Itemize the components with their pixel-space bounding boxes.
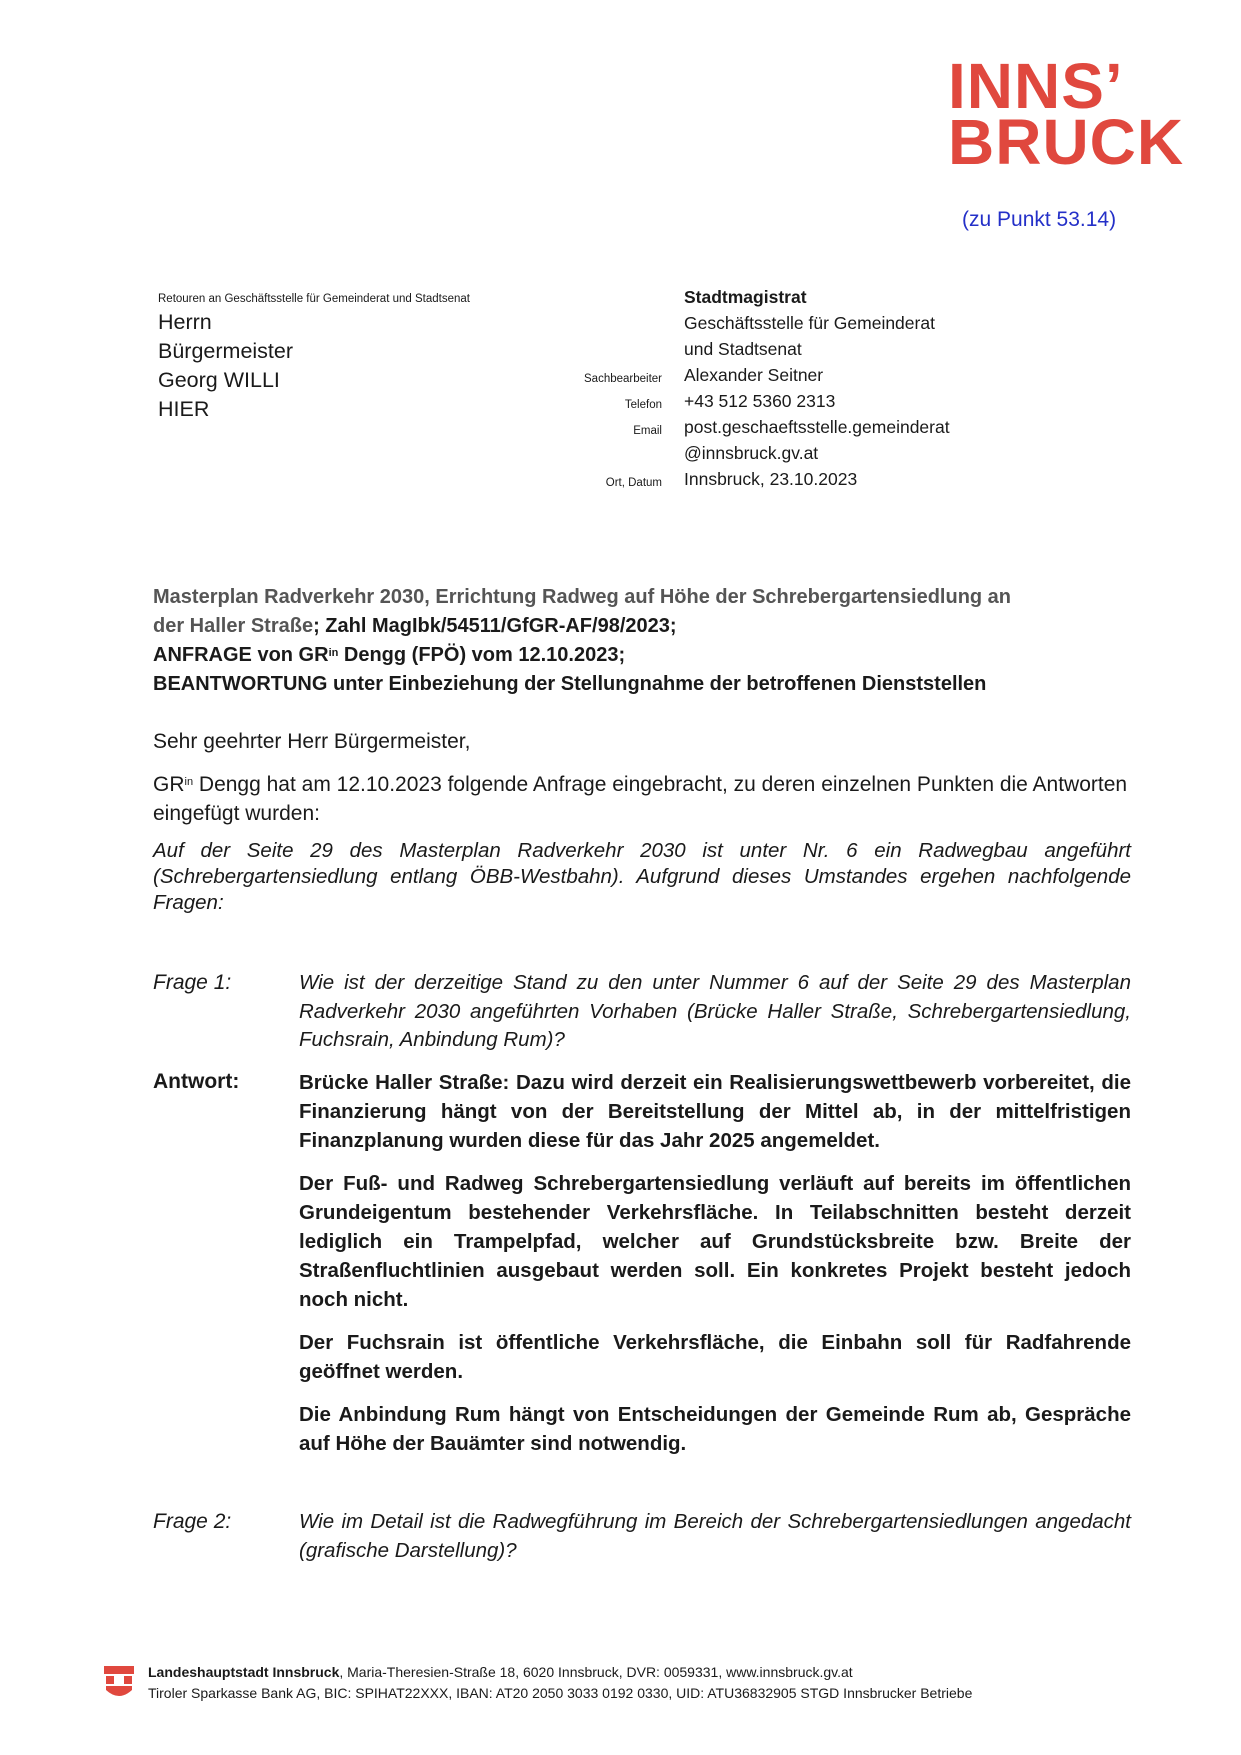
- intro-paragraph: [153, 770, 1131, 828]
- subject-line: [153, 612, 1131, 641]
- intro-sup: in: [184, 776, 194, 788]
- logo-line-2: BRUCK: [948, 106, 1185, 178]
- sender-dept: Geschäftsstelle für Gemeinderat: [684, 313, 935, 333]
- recipient-line: HIER: [158, 397, 210, 421]
- sender-block: [684, 284, 950, 492]
- subject-anfrage: ANFRAGE von GR: [153, 644, 329, 666]
- footer-line-1: [148, 1662, 972, 1683]
- frage-2-text: Wie im Detail ist die Radwegführung im Bereich der Schrebergartensiedlungen angedacht (grafische Darstellung)?: [299, 1510, 1131, 1562]
- agenda-point-reference: (zu Punkt 53.14): [962, 208, 1117, 231]
- email-value-domain: @innsbruck.gv.at: [684, 443, 819, 463]
- footer: [148, 1662, 972, 1704]
- antwort-1-paragraph: Die Anbindung Rum hängt von Entscheidungen der Gemeinde Rum ab, Gespräche auf Höhe der Bauämter sind notwendig.: [299, 1403, 1131, 1455]
- frage-1-label: Frage 1:: [153, 971, 232, 994]
- subject-zahl: ; Zahl MagIbk/54511/GfGR-AF/98/2023;: [313, 615, 677, 637]
- footer-line-2: Tiroler Sparkasse Bank AG, BIC: SPIHAT22XXX, IBAN: AT20 2050 3033 0192 0330, UID: ATU36832905 STGD Innsbrucker Betriebe: [148, 1685, 973, 1701]
- email-value: post.geschaeftsstelle.gemeinderat: [684, 417, 950, 437]
- sachbearbeiter-value: Alexander Seitner: [684, 365, 824, 385]
- recipient-line: Herrn: [158, 310, 212, 334]
- ort-datum-label: Ort, Datum: [605, 477, 662, 489]
- logo-line-1: INNS’: [948, 50, 1124, 122]
- telefon-label: Telefon: [624, 399, 662, 411]
- footer-org: Landeshauptstadt Innsbruck: [148, 1664, 340, 1680]
- frage-2-label: Frage 2:: [153, 1510, 232, 1533]
- return-address: Retouren an Geschäftsstelle für Gemeinderat und Stadtsenat: [158, 293, 470, 305]
- subject-line: [153, 641, 1131, 670]
- antwort-1-paragraph: Brücke Haller Straße: Dazu wird derzeit ein Realisierungswettbewerb vorbereitet, die Finanzierung hängt von der Bereitstellung der Mittel ab, in der mittelfristigen Finanzplanung wurden diese für das Jahr 2025 angemeldet.: [299, 1071, 1131, 1152]
- sender-head: Stadtmagistrat: [684, 287, 807, 307]
- antwort-1-paragraph: Der Fuchsrain ist öffentliche Verkehrsfläche, die Einbahn soll für Radfahrende geöffnet werden.: [299, 1331, 1131, 1383]
- quoted-request: Auf der Seite 29 des Masterplan Radverkehr 2030 ist unter Nr. 6 ein Radwegbau angeführt (Schrebergartensiedlung entlang ÖBB-Westbahn). Aufgrund dieses Umstandes ergehen nachfolgende Fragen:: [153, 839, 1131, 914]
- intro-gr: GR: [153, 773, 185, 796]
- salutation: Sehr geehrter Herr Bürgermeister,: [153, 730, 471, 753]
- email-label: Email: [633, 425, 662, 437]
- sender-dept: und Stadtsenat: [684, 339, 802, 359]
- subject-line: BEANTWORTUNG unter Einbeziehung der Stellungnahme der betroffenen Dienststellen: [153, 673, 987, 695]
- recipient-address: [158, 308, 293, 424]
- recipient-line: Georg WILLI: [158, 368, 280, 392]
- innsbruck-logo: [948, 50, 1185, 178]
- antwort-1-paragraph: Der Fuß- und Radweg Schrebergartensiedlung verläuft auf bereits im öffentlichen Grundeigentum bestehender Verkehrsfläche. In Teilabschnitten besteht derzeit lediglich ein Trampelpfad, welcher auf Grundstücksbreite bzw. Breite der Straßenfluchtlinien ausgebaut werden soll. Ein konkretes Projekt besteht jedoch noch nicht.: [299, 1172, 1131, 1311]
- city-crest-icon: [104, 1666, 134, 1705]
- subject-street: der Haller Straße: [153, 615, 314, 637]
- antwort-1-label: Antwort:: [153, 1070, 240, 1093]
- ort-datum-value: Innsbruck, 23.10.2023: [684, 469, 858, 489]
- subject-anfrage-rest: Dengg (FPÖ) vom 12.10.2023;: [338, 644, 626, 666]
- subject-block: [153, 583, 1131, 699]
- recipient-line: Bürgermeister: [158, 339, 294, 363]
- footer-address: , Maria-Theresien-Straße 18, 6020 Innsbruck, DVR: 0059331, www.innsbruck.gv.at: [339, 1664, 853, 1680]
- intro-text: Dengg hat am 12.10.2023 folgende Anfrage eingebracht, zu deren einzelnen Punkten die Antworten eingefügt wurden:: [153, 773, 1128, 825]
- subject-line: Masterplan Radverkehr 2030, Errichtung Radweg auf Höhe der Schrebergartensiedlung an: [153, 586, 1012, 608]
- subject-sup: in: [328, 647, 339, 659]
- sachbearbeiter-label: Sachbearbeiter: [584, 373, 662, 385]
- telefon-value: +43 512 5360 2313: [684, 391, 836, 411]
- frage-1-text: Wie ist der derzeitige Stand zu den unter Nummer 6 auf der Seite 29 des Masterplan Radverkehr 2030 angeführten Vorhaben (Brücke Haller Straße, Schrebergartensiedlung, Fuchsrain, Anbindung Rum)?: [299, 971, 1131, 1051]
